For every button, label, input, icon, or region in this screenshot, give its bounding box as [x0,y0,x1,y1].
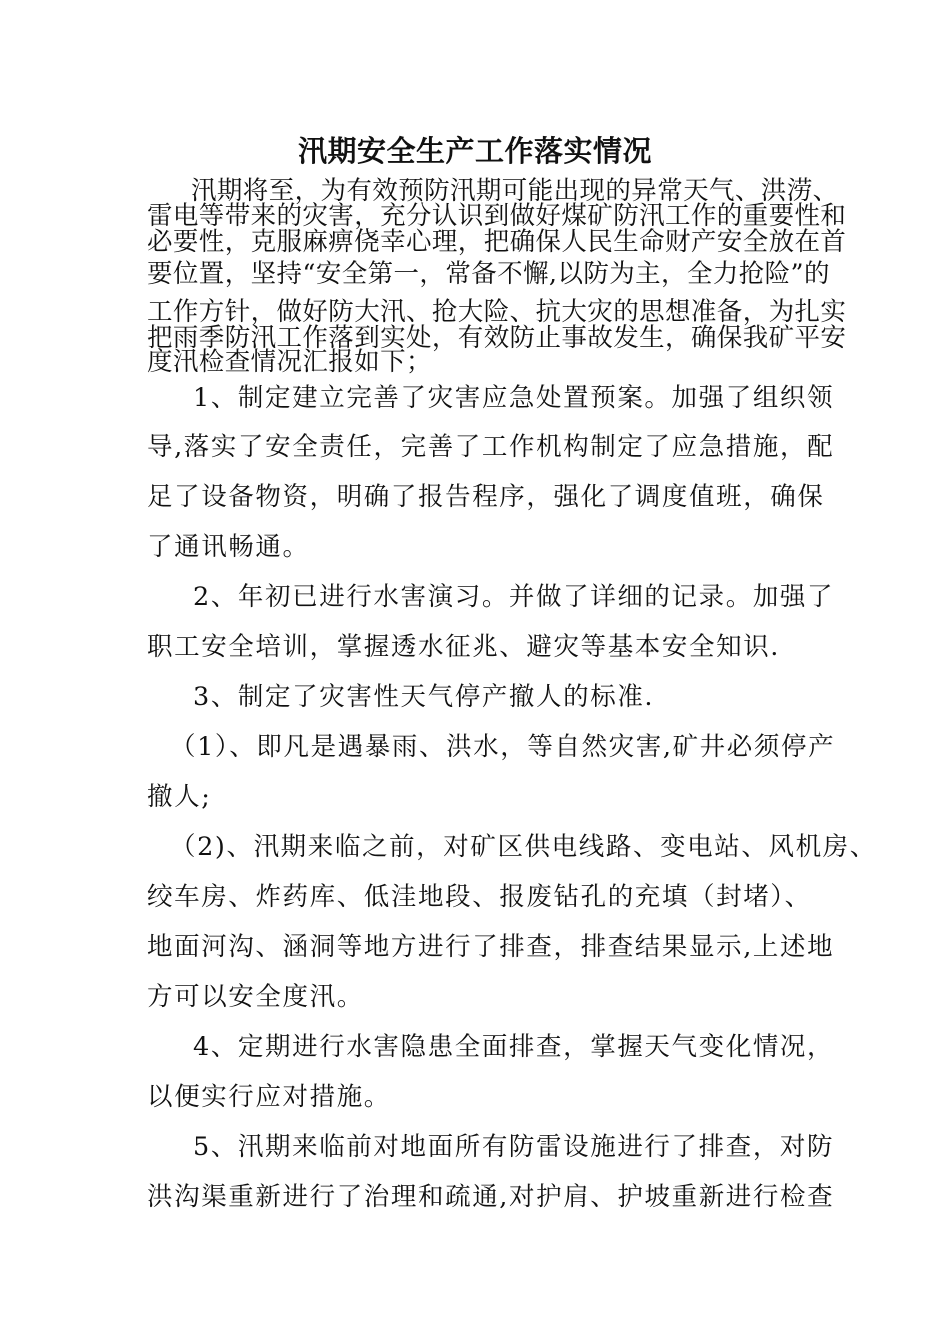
intro-line: 把雨季防汛工作落到实处，有效防止事故发生，确保我矿平安 [147,323,847,353]
intro-line: 要位置，坚持“安全第一，常备不懈,以防为主，全力抢险”的 [147,259,830,289]
document-title: 汛期安全生产工作落实情况 [297,134,652,168]
body-line: 导,落实了安全责任，完善了工作机构制定了应急措施，配 [147,432,835,462]
body-line: （1）、即凡是遇暴雨、洪水，等自然灾害,矿井必须停产 [170,732,836,762]
body-line: 了通讯畅通。 [147,532,310,562]
body-line: 5、汛期来临前对地面所有防雷设施进行了排查，对防 [193,1132,835,1162]
intro-line: 汛期将至，为有效预防汛期可能出现的异常天气、洪涝、 [191,176,839,206]
body-line: 撤人; [147,782,212,812]
body-line: 职工安全培训，掌握透水征兆、避灾等基本安全知识. [147,632,781,662]
body-line: 绞车房、炸药库、低洼地段、报废钻孔的充填（封堵）、 [147,882,812,912]
body-line: 足了设备物资，明确了报告程序，强化了调度值班，确保 [147,482,825,512]
body-line: 方可以安全度汛。 [147,982,364,1012]
body-line: 以便实行应对措施。 [147,1082,391,1112]
body-line: 4、定期进行水害隐患全面排查，掌握天气变化情况， [193,1032,835,1062]
intro-line: 度汛检查情况汇报如下； [147,347,432,377]
body-line: 1、制定建立完善了灾害应急处置预案。加强了组织领 [193,383,835,413]
body-line: 地面河沟、涵洞等地方进行了排查，排查结果显示,上述地 [147,932,835,962]
intro-line: 工作方针，做好防大汛、抢大险、抗大灾的思想准备，为扎实 [147,297,847,327]
intro-line: 雷电等带来的灾害，充分认识到做好煤矿防汛工作的重要性和 [147,201,847,231]
intro-line: 必要性，克服麻痹侥幸心理，把确保人民生命财产安全放在首 [147,227,847,257]
body-line: 3、制定了灾害性天气停产撤人的标准. [193,682,655,712]
body-line: 2、年初已进行水害演习。并做了详细的记录。加强了 [193,582,835,612]
body-line: （2)、汛期来临之前，对矿区供电线路、变电站、风机房、 [170,832,877,862]
body-line: 洪沟渠重新进行了治理和疏通,对护肩、护坡重新进行检查 [147,1182,835,1212]
